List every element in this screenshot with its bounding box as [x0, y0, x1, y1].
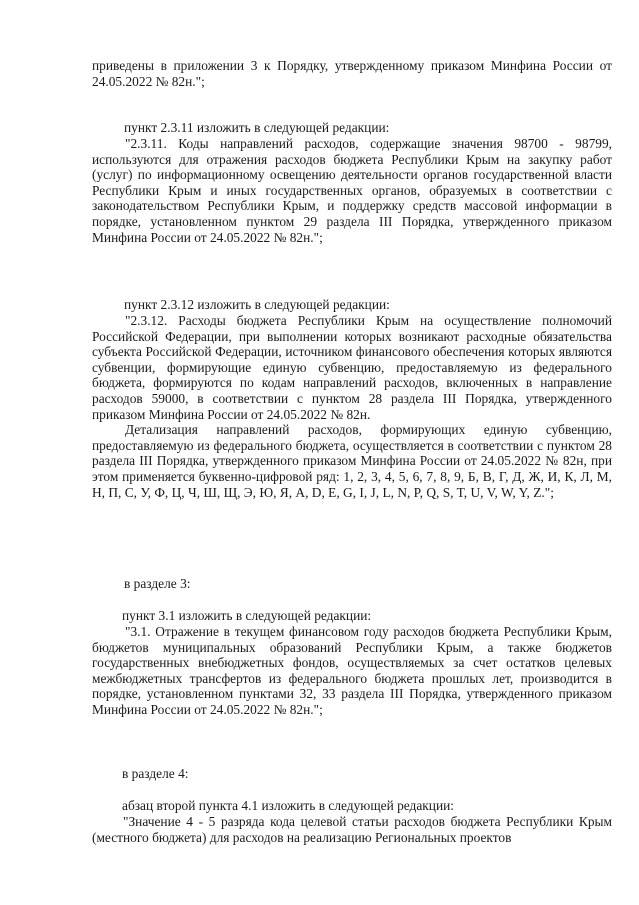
paragraph-4-1 — [92, 814, 612, 845]
heading-point-2-3-11: пункт 2.3.11 изложить в следующей редакции: — [124, 120, 390, 135]
paragraph-text: "3.1. Отражение в текущем финансовом году расходов бюджета Республики Крым, бюджетов муниципальных образований Республики Крым, а также бюджетов государственных внебюджетных фондов, осуществляемых за счет остатков целевых межбюджетных трансфертов из федерального бюджета прошлых лет, производится в порядке, установленном пунктами 32, 33 раздела III Порядка, утвержденного приказом Минфина России от 24.05.2022 № 82н."; — [92, 624, 612, 717]
paragraph-text: "Значение 4 - 5 разряда кода целевой статьи расходов бюджета Республики Крым (местного бюджета) для расходов на реализацию Региональных проектов — [92, 814, 612, 845]
paragraph-text: "2.3.11. Коды направлений расходов, содержащие значения 98700 - 98799, используются для отражения расходов бюджета Республики Крым на закупку работ (услуг) по информационному освещению деятельности органов государственной власти Республики Крым и иных государственных органов, образуемых в соответствии с законодательством Республики Крым, и поддержку средств массовой информации в порядке, установленном пунктом 29 раздела III Порядка, утвержденного приказом Минфина России от 24.05.2022 № 82н."; — [92, 136, 612, 245]
paragraph-text: "2.3.12. Расходы бюджета Республики Крым на осуществление полномочий Российской Федерации, при выполнении которых возникают расходные обязательства субъекта Российской Федерации, источником финансового обеспечения которых являются субвенции, формирующие единую субвенцию, предоставляемую из федерального бюджета, формируются по кодам направлений расходов, включенных в направление расходов 59000, в соответствии с пунктом 28 раздела III Порядка, утвержденного приказом Минфина России от 24.05.2022 № 82н. — [92, 313, 612, 422]
paragraph-intro — [92, 58, 612, 89]
paragraph-2-3-12 — [92, 313, 612, 500]
paragraph-text: Детализация направлений расходов, формирующих единую субвенцию, предоставляемую из федерального бюджета, осуществляется в соответствии с пунктом 28 раздела III Порядка, утвержденного приказом Минфина России от 24.05.2022 № 82н, при этом применяется буквенно-цифровой ряд: 1, 2, 3, 4, 5, 6, 7, 8, 9, Б, В, Г, Д, Ж, И, К, Л, М, Н, П, С, У, Ф, Ц, Ч, Ш, Щ, Э, Ю, Я, A, D, E, G, I, J, L, N, P, Q, S, T, U, V, W, Y, Z."; — [92, 422, 612, 500]
paragraph-3-1 — [92, 624, 612, 718]
heading-point-4-1: абзац второй пункта 4.1 изложить в следующей редакции: — [122, 798, 455, 813]
heading-section-4: в разделе 4: — [122, 766, 189, 781]
paragraph-text: приведены в приложении 3 к Порядку, утвержденному приказом Минфина России от 24.05.2022 № 82н."; — [92, 58, 612, 89]
heading-point-2-3-12: пункт 2.3.12 изложить в следующей редакции: — [124, 297, 390, 312]
paragraph-2-3-11 — [92, 136, 612, 245]
heading-point-3-1: пункт 3.1 изложить в следующей редакции: — [122, 608, 372, 623]
heading-section-3: в разделе 3: — [124, 576, 191, 591]
